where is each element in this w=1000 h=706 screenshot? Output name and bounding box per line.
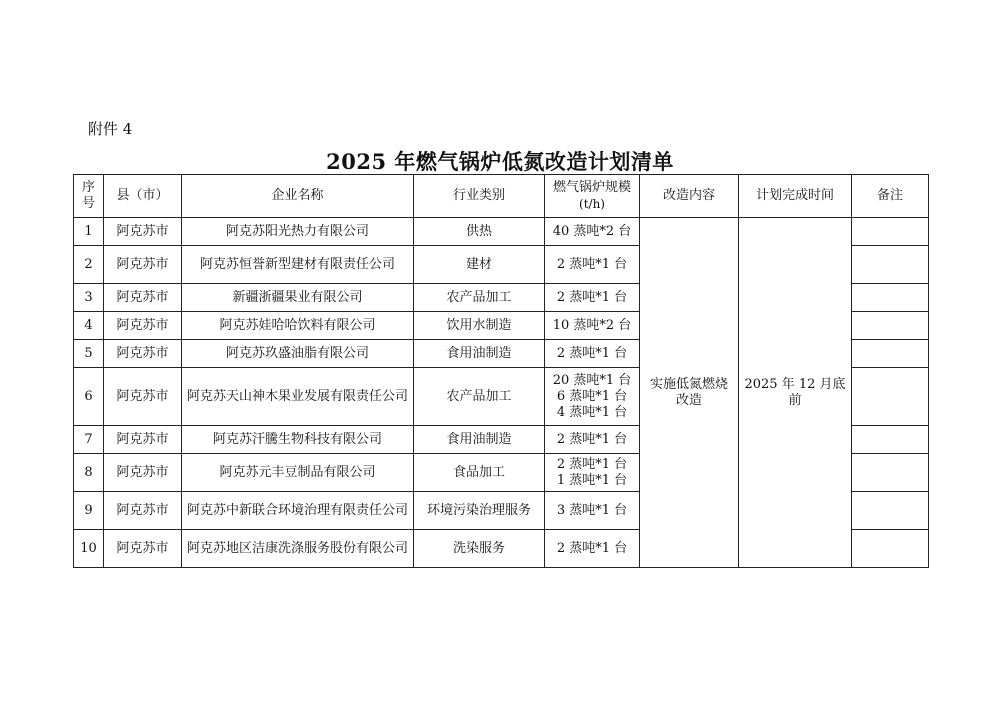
cell-county: 阿克苏市 (104, 426, 182, 454)
boiler-scale-line: 2 蒸吨*1 台 (556, 540, 628, 556)
cell-county: 阿克苏市 (104, 218, 182, 246)
cell-boiler-scale (545, 530, 640, 568)
cell-company: 新疆浙疆果业有限公司 (182, 284, 414, 312)
boiler-scale-line: 40 蒸吨*2 台 (552, 223, 632, 239)
cell-boiler-scale (545, 426, 640, 454)
cell-county: 阿克苏市 (104, 368, 182, 426)
cell-county: 阿克苏市 (104, 340, 182, 368)
cell-company: 阿克苏玖盛油脂有限公司 (182, 340, 414, 368)
cell-company: 阿克苏天山神木果业发展有限责任公司 (182, 368, 414, 426)
document-title: 2025 年燃气锅炉低氮改造计划清单 (326, 149, 674, 174)
header-content: 改造内容 (640, 175, 739, 218)
cell-industry: 食用油制造 (414, 426, 545, 454)
boiler-scale-line: 3 蒸吨*1 台 (556, 502, 628, 518)
cell-seq: 1 (74, 218, 104, 246)
plan-table (73, 174, 929, 568)
cell-company: 阿克苏元丰豆制品有限公司 (182, 454, 414, 492)
cell-boiler-scale (545, 492, 640, 530)
header-county: 县（市） (104, 175, 182, 218)
cell-industry: 农产品加工 (414, 368, 545, 426)
cell-industry: 食品加工 (414, 454, 545, 492)
boiler-scale-line: 1 蒸吨*1 台 (556, 472, 628, 488)
header-finish-time: 计划完成时间 (739, 175, 852, 218)
boiler-scale-line: 2 蒸吨*1 台 (556, 256, 628, 272)
cell-seq: 9 (74, 492, 104, 530)
cell-industry: 农产品加工 (414, 284, 545, 312)
cell-seq: 10 (74, 530, 104, 568)
cell-remarks (852, 340, 929, 368)
cell-industry: 洗染服务 (414, 530, 545, 568)
cell-remarks (852, 312, 929, 340)
boiler-scale-line: 6 蒸吨*1 台 (556, 388, 628, 404)
cell-seq: 2 (74, 246, 104, 284)
table-header-row (74, 175, 929, 218)
cell-finish-time: 2025 年 12 月底前 (739, 218, 852, 568)
cell-county: 阿克苏市 (104, 492, 182, 530)
table-row (74, 218, 929, 246)
cell-remarks (852, 454, 929, 492)
cell-company: 阿克苏恒誉新型建材有限责任公司 (182, 246, 414, 284)
cell-county: 阿克苏市 (104, 454, 182, 492)
cell-company: 阿克苏阳光热力有限公司 (182, 218, 414, 246)
cell-seq: 4 (74, 312, 104, 340)
cell-company: 阿克苏地区洁康洗涤服务股份有限公司 (182, 530, 414, 568)
header-boiler-scale: 燃气锅炉规模 (t/h) (545, 175, 640, 218)
cell-company: 阿克苏汗騰生物科技有限公司 (182, 426, 414, 454)
cell-remarks (852, 246, 929, 284)
cell-remarks (852, 426, 929, 454)
header-remarks: 备注 (852, 175, 929, 218)
cell-boiler-scale (545, 340, 640, 368)
cell-remarks (852, 530, 929, 568)
cell-boiler-scale (545, 454, 640, 492)
cell-remarks (852, 368, 929, 426)
cell-boiler-scale (545, 246, 640, 284)
header-company: 企业名称 (182, 175, 414, 218)
cell-remarks (852, 218, 929, 246)
boiler-scale-line: 2 蒸吨*1 台 (556, 456, 628, 472)
boiler-scale-line: 4 蒸吨*1 台 (556, 404, 628, 420)
cell-industry: 环境污染治理服务 (414, 492, 545, 530)
cell-content: 实施低氮燃烧改造 (640, 218, 739, 568)
cell-county: 阿克苏市 (104, 284, 182, 312)
cell-seq: 6 (74, 368, 104, 426)
cell-boiler-scale (545, 312, 640, 340)
cell-industry: 建材 (414, 246, 545, 284)
cell-boiler-scale (545, 368, 640, 426)
boiler-scale-line: 2 蒸吨*1 台 (556, 431, 628, 447)
header-industry: 行业类别 (414, 175, 545, 218)
cell-seq: 8 (74, 454, 104, 492)
boiler-scale-line: 10 蒸吨*2 台 (552, 317, 632, 333)
cell-county: 阿克苏市 (104, 246, 182, 284)
header-seq: 序 号 (74, 175, 104, 218)
cell-seq: 7 (74, 426, 104, 454)
cell-seq: 5 (74, 340, 104, 368)
cell-remarks (852, 284, 929, 312)
cell-company: 阿克苏中新联合环境治理有限责任公司 (182, 492, 414, 530)
boiler-scale-line: 2 蒸吨*1 台 (556, 345, 628, 361)
attachment-label: 附件 4 (88, 120, 133, 138)
cell-industry: 食用油制造 (414, 340, 545, 368)
boiler-scale-line: 20 蒸吨*1 台 (552, 372, 632, 388)
cell-company: 阿克苏娃哈哈饮料有限公司 (182, 312, 414, 340)
cell-boiler-scale (545, 284, 640, 312)
cell-county: 阿克苏市 (104, 312, 182, 340)
cell-county: 阿克苏市 (104, 530, 182, 568)
cell-remarks (852, 492, 929, 530)
cell-industry: 供热 (414, 218, 545, 246)
cell-seq: 3 (74, 284, 104, 312)
boiler-scale-line: 2 蒸吨*1 台 (556, 289, 628, 305)
cell-industry: 饮用水制造 (414, 312, 545, 340)
cell-boiler-scale (545, 218, 640, 246)
